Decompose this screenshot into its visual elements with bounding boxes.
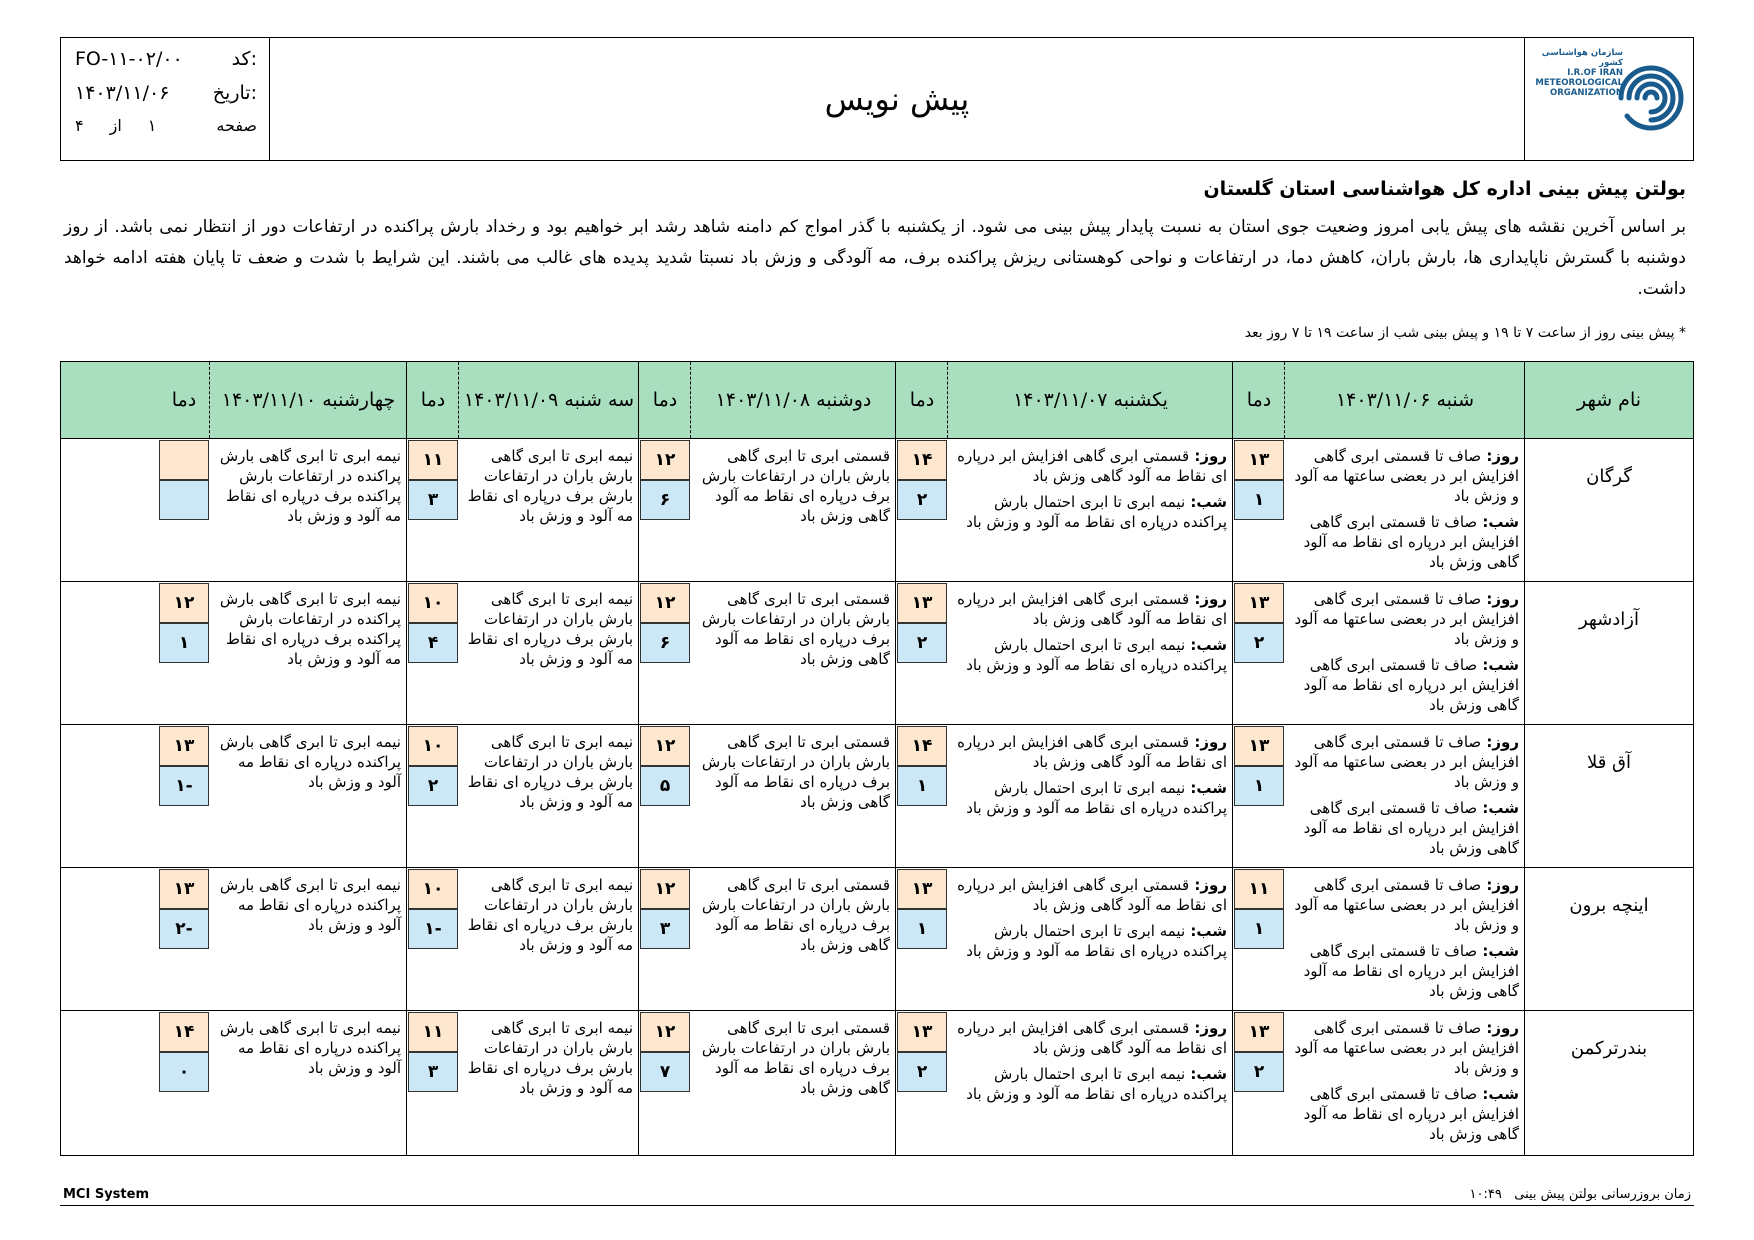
header-dashed-divider xyxy=(209,362,210,438)
header-dashed-divider xyxy=(458,362,459,438)
forecast-table xyxy=(60,361,1694,1156)
min-temp-d2: ۱ xyxy=(897,766,947,806)
night-label: شب: xyxy=(1185,493,1227,511)
min-temp-d1: ۲ xyxy=(1234,1052,1284,1092)
system-name: MCI System xyxy=(63,1187,149,1202)
min-temp-d1: ۱ xyxy=(1234,480,1284,520)
min-temp-d3: ۷ xyxy=(640,1052,690,1092)
max-temp-d3: ۱۲ xyxy=(640,1012,690,1052)
city-name: اینچه برون xyxy=(1569,895,1649,916)
min-temp-d4: ۳ xyxy=(408,1052,458,1092)
day-label: روز: xyxy=(1481,876,1519,894)
update-info xyxy=(1470,1187,1691,1202)
bulletin-note: * پیش بینی روز از ساعت ۷ تا ۱۹ و پیش بینی شب از ساعت ۱۹ تا ۷ روز بعد xyxy=(1244,325,1686,341)
day-label: روز: xyxy=(1481,1019,1519,1037)
max-temp-d4: ۱۱ xyxy=(408,1012,458,1052)
forecast-text-d5: نیمه ابری تا ابری گاهی بارش پراکنده در ارتفاعات بارش پراکنده برف درپاره ای نقاط مه آلود و وزش باد xyxy=(219,590,401,668)
min-temp-d5: ۰ xyxy=(159,1052,209,1092)
max-temp-d4: ۱۱ xyxy=(408,440,458,480)
day-label: روز: xyxy=(1481,590,1519,608)
max-temp-d5: ۱۲ xyxy=(159,583,209,623)
max-temp-d2: ۱۳ xyxy=(897,869,947,909)
date-value: ۱۴۰۳/۱۱/۰۶ xyxy=(75,82,170,104)
forecast-text-d5: نیمه ابری تا ابری گاهی بارش پراکنده درپاره ای نقاط مه آلود و وزش باد xyxy=(219,733,401,791)
header-temp-5: دما xyxy=(171,389,197,411)
forecast-text-d3: قسمتی ابری تا ابری گاهی بارش باران در ارتفاعات بارش برف درپاره ای نقاط مه آلود گاهی وزش باد xyxy=(701,590,890,668)
max-temp-d5: ۱۳ xyxy=(159,726,209,766)
forecast-text-d4: نیمه ابری تا ابری گاهی بارش باران در ارتفاعات بارش برف درپاره ای نقاط مه آلود و وزش باد xyxy=(467,733,633,811)
max-temp-d2: ۱۴ xyxy=(897,440,947,480)
header-temp-4: دما xyxy=(420,389,446,411)
forecast-text-d5: نیمه ابری تا ابری گاهی بارش پراکنده درپاره ای نقاط مه آلود و وزش باد xyxy=(219,876,401,934)
page-label: صفحه xyxy=(216,116,257,135)
day-label: روز: xyxy=(1189,1019,1227,1037)
bulletin-paragraph: بر اساس آخرین نقشه های پیش یابی امروز وضعیت جوی استان به نسبت پایدار پیش بینی می شود. از یکشنبه با گذر امواج کم دامنه شاهد رشد ابر خواهیم بود و رخداد بارش پراکنده در ارتفاعات دور از انتظار نمی باشد. از روز دوشنبه با گسترش ناپایداری ها، بارش باران، کاهش دما، در ارتفاعات و نواحی کوهستانی ریزش پراکنده برف، مه آلودگی و وزش باد نسبتا شدید پدیده های غالب می باشند. این شرایط با شدت و ضعف تا پایان هفته ادامه خواهد داشت. xyxy=(64,217,1686,299)
min-temp-d4: ۴ xyxy=(408,623,458,663)
forecast-text-d3: قسمتی ابری تا ابری گاهی بارش باران در ارتفاعات بارش برف درپاره ای نقاط مه آلود گاهی وزش باد xyxy=(701,876,890,954)
max-temp-d3: ۱۲ xyxy=(640,726,690,766)
city-name: آق قلا xyxy=(1586,752,1632,773)
max-temp-d1: ۱۳ xyxy=(1234,583,1284,623)
max-temp-d4: ۱۰ xyxy=(408,869,458,909)
update-label: زمان بروزرسانی بولتن پیش بینی xyxy=(1514,1187,1691,1202)
day-label: روز: xyxy=(1481,447,1519,465)
min-temp-d1: ۱ xyxy=(1234,909,1284,949)
night-label: شب: xyxy=(1477,799,1519,817)
forecast-text-d3: قسمتی ابری تا ابری گاهی بارش باران در ارتفاعات بارش برف درپاره ای نقاط مه آلود گاهی وزش باد xyxy=(701,733,890,811)
document-header xyxy=(60,37,1694,161)
day-label: روز: xyxy=(1189,590,1227,608)
max-temp-d5: ۱۴ xyxy=(159,1012,209,1052)
header-day-1: شنبه ۱۴۰۳/۱۱/۰۶ xyxy=(1335,389,1475,411)
forecast-text-d1: روز: صاف تا قسمتی ابری گاهی افزایش ابر در بعضی ساعتها مه آلود و وزش باد شب: صاف تا قسمتی ابری گاهی افزایش ابر درپاره ای نقاط مه آلود گاهی وزش باد xyxy=(1294,876,1519,1000)
city-name: گرگان xyxy=(1586,466,1632,487)
forecast-text-d2: روز: قسمتی ابری گاهی افزایش ابر درپاره ای نقاط مه آلود گاهی وزش باد شب: نیمه ابری تا ابری احتمال بارش پراکنده درپاره ای نقاط مه آلود و وزش باد xyxy=(957,733,1227,817)
min-temp-d4: ۳ xyxy=(408,480,458,520)
forecast-text-d4: نیمه ابری تا ابری گاهی بارش باران در ارتفاعات بارش برف درپاره ای نقاط مه آلود و وزش باد xyxy=(467,590,633,668)
min-temp-d1: ۲ xyxy=(1234,623,1284,663)
min-temp-d5: -۲ xyxy=(159,909,209,949)
header-day-3: دوشنبه ۱۴۰۳/۱۱/۰۸ xyxy=(715,389,872,411)
table-header-row xyxy=(61,362,1693,439)
max-temp-d1: ۱۳ xyxy=(1234,1012,1284,1052)
max-temp-d2: ۱۴ xyxy=(897,726,947,766)
min-temp-d1: ۱ xyxy=(1234,766,1284,806)
update-time: ۱۰:۴۹ xyxy=(1469,1187,1502,1202)
night-label: شب: xyxy=(1477,513,1519,531)
night-label: شب: xyxy=(1185,922,1227,940)
forecast-text-d4: نیمه ابری تا ابری گاهی بارش باران در ارتفاعات بارش برف درپاره ای نقاط مه آلود و وزش باد xyxy=(467,876,633,954)
forecast-text-d4: نیمه ابری تا ابری گاهی بارش باران در ارتفاعات بارش برف درپاره ای نقاط مه آلود و وزش باد xyxy=(467,1019,633,1097)
max-temp-d3: ۱۲ xyxy=(640,869,690,909)
column-divider xyxy=(1232,362,1233,1155)
max-temp-d4: ۱۰ xyxy=(408,726,458,766)
forecast-text-d4: نیمه ابری تا ابری گاهی بارش باران در ارتفاعات بارش برف درپاره ای نقاط مه آلود و وزش باد xyxy=(467,447,633,525)
forecast-text-d1: روز: صاف تا قسمتی ابری گاهی افزایش ابر در بعضی ساعتها مه آلود و وزش باد شب: صاف تا قسمتی ابری گاهی افزایش ابر درپاره ای نقاط مه آلود گاهی وزش باد xyxy=(1294,590,1519,714)
header-day-4: سه شنبه ۱۴۰۳/۱۱/۰۹ xyxy=(463,389,635,411)
min-temp-d5: -۱ xyxy=(159,766,209,806)
max-temp-d2: ۱۳ xyxy=(897,583,947,623)
document-code-block xyxy=(61,38,270,160)
document-title: پیش نویس xyxy=(824,80,970,118)
city-name: آزادشهر xyxy=(1578,609,1640,630)
min-temp-d2: ۲ xyxy=(897,1052,947,1092)
max-temp-d3: ۱۲ xyxy=(640,583,690,623)
min-temp-d5 xyxy=(159,480,209,520)
code-value: FO-۱۱-۰۲/۰۰ xyxy=(75,48,183,70)
day-label: روز: xyxy=(1481,733,1519,751)
min-temp-d5: ۱ xyxy=(159,623,209,663)
night-label: شب: xyxy=(1185,779,1227,797)
header-day-5: چهارشنبه ۱۴۰۳/۱۱/۱۰ xyxy=(221,389,396,411)
min-temp-d3: ۶ xyxy=(640,623,690,663)
day-label: روز: xyxy=(1189,447,1227,465)
header-dashed-divider xyxy=(1284,362,1285,438)
logo-text: سازمان هواشناسی کشور I.R.OF IRAN METEOROLOGICAL ORGANIZATION xyxy=(1535,48,1623,98)
forecast-text-d5: نیمه ابری تا ابری گاهی بارش پراکنده درپاره ای نقاط مه آلود و وزش باد xyxy=(219,1019,401,1077)
forecast-text-d1: روز: صاف تا قسمتی ابری گاهی افزایش ابر در بعضی ساعتها مه آلود و وزش باد شب: صاف تا قسمتی ابری گاهی افزایش ابر درپاره ای نقاط مه آلود گاهی وزش باد xyxy=(1294,1019,1519,1143)
forecast-text-d5: نیمه ابری تا ابری گاهی بارش پراکنده در ارتفاعات بارش پراکنده برف درپاره ای نقاط مه آلود و وزش باد xyxy=(219,447,401,525)
max-temp-d2: ۱۳ xyxy=(897,1012,947,1052)
max-temp-d1: ۱۱ xyxy=(1234,869,1284,909)
date-label: تاریخ: xyxy=(212,82,257,104)
min-temp-d3: ۵ xyxy=(640,766,690,806)
min-temp-d4: -۱ xyxy=(408,909,458,949)
page-of: از xyxy=(109,116,122,135)
max-temp-d1: ۱۳ xyxy=(1234,726,1284,766)
header-dashed-divider xyxy=(947,362,948,438)
max-temp-d5: ۱۳ xyxy=(159,869,209,909)
bulletin-subtitle: بولتن پیش بینی اداره کل هواشناسی استان گلستان xyxy=(1203,178,1686,200)
forecast-text-d3: قسمتی ابری تا ابری گاهی بارش باران در ارتفاعات بارش برف درپاره ای نقاط مه آلود گاهی وزش باد xyxy=(701,447,890,525)
min-temp-d2: ۲ xyxy=(897,480,947,520)
page-total: ۴ xyxy=(75,116,84,135)
min-temp-d3: ۳ xyxy=(640,909,690,949)
max-temp-d5 xyxy=(159,440,209,480)
max-temp-d4: ۱۰ xyxy=(408,583,458,623)
page-current: ۱ xyxy=(147,116,157,135)
night-label: شب: xyxy=(1477,656,1519,674)
night-label: شب: xyxy=(1477,1085,1519,1103)
forecast-text-d2: روز: قسمتی ابری گاهی افزایش ابر درپاره ای نقاط مه آلود گاهی وزش باد شب: نیمه ابری تا ابری احتمال بارش پراکنده درپاره ای نقاط مه آلود و وزش باد xyxy=(957,447,1227,531)
header-day-2: یکشنبه ۱۴۰۳/۱۱/۰۷ xyxy=(1013,389,1168,411)
night-label: شب: xyxy=(1185,636,1227,654)
max-temp-d3: ۱۲ xyxy=(640,440,690,480)
organization-logo xyxy=(1524,38,1693,160)
min-temp-d2: ۱ xyxy=(897,909,947,949)
spiral-logo-icon xyxy=(1611,50,1689,146)
city-name: بندرترکمن xyxy=(1570,1038,1648,1059)
forecast-text-d1: روز: صاف تا قسمتی ابری گاهی افزایش ابر در بعضی ساعتها مه آلود و وزش باد شب: صاف تا قسمتی ابری گاهی افزایش ابر درپاره ای نقاط مه آلود گاهی وزش باد xyxy=(1294,447,1519,571)
min-temp-d3: ۶ xyxy=(640,480,690,520)
header-city: نام شهر xyxy=(1576,389,1642,411)
day-label: روز: xyxy=(1189,733,1227,751)
column-divider xyxy=(895,362,896,1155)
row-divider xyxy=(61,867,1693,868)
min-temp-d2: ۲ xyxy=(897,623,947,663)
column-divider xyxy=(638,362,639,1155)
min-temp-d4: ۲ xyxy=(408,766,458,806)
night-label: شب: xyxy=(1477,942,1519,960)
day-label: روز: xyxy=(1189,876,1227,894)
code-label: کد: xyxy=(231,48,257,70)
forecast-text-d1: روز: صاف تا قسمتی ابری گاهی افزایش ابر در بعضی ساعتها مه آلود و وزش باد شب: صاف تا قسمتی ابری گاهی افزایش ابر درپاره ای نقاط مه آلود گاهی وزش باد xyxy=(1294,733,1519,857)
forecast-text-d2: روز: قسمتی ابری گاهی افزایش ابر درپاره ای نقاط مه آلود گاهی وزش باد شب: نیمه ابری تا ابری احتمال بارش پراکنده درپاره ای نقاط مه آلود و وزش باد xyxy=(957,1019,1227,1103)
forecast-text-d3: قسمتی ابری تا ابری گاهی بارش باران در ارتفاعات بارش برف درپاره ای نقاط مه آلود گاهی وزش باد xyxy=(701,1019,890,1097)
header-temp-1: دما xyxy=(1246,389,1272,411)
row-divider xyxy=(61,581,1693,582)
footer-divider xyxy=(60,1205,1694,1206)
max-temp-d1: ۱۳ xyxy=(1234,440,1284,480)
row-divider xyxy=(61,724,1693,725)
header-temp-2: دما xyxy=(909,389,935,411)
forecast-text-d2: روز: قسمتی ابری گاهی افزایش ابر درپاره ای نقاط مه آلود گاهی وزش باد شب: نیمه ابری تا ابری احتمال بارش پراکنده درپاره ای نقاط مه آلود و وزش باد xyxy=(957,590,1227,674)
header-temp-3: دما xyxy=(652,389,678,411)
column-divider xyxy=(406,362,407,1155)
header-dashed-divider xyxy=(690,362,691,438)
forecast-text-d2: روز: قسمتی ابری گاهی افزایش ابر درپاره ای نقاط مه آلود گاهی وزش باد شب: نیمه ابری تا ابری احتمال بارش پراکنده درپاره ای نقاط مه آلود و وزش باد xyxy=(957,876,1227,960)
row-divider xyxy=(61,1010,1693,1011)
night-label: شب: xyxy=(1185,1065,1227,1083)
